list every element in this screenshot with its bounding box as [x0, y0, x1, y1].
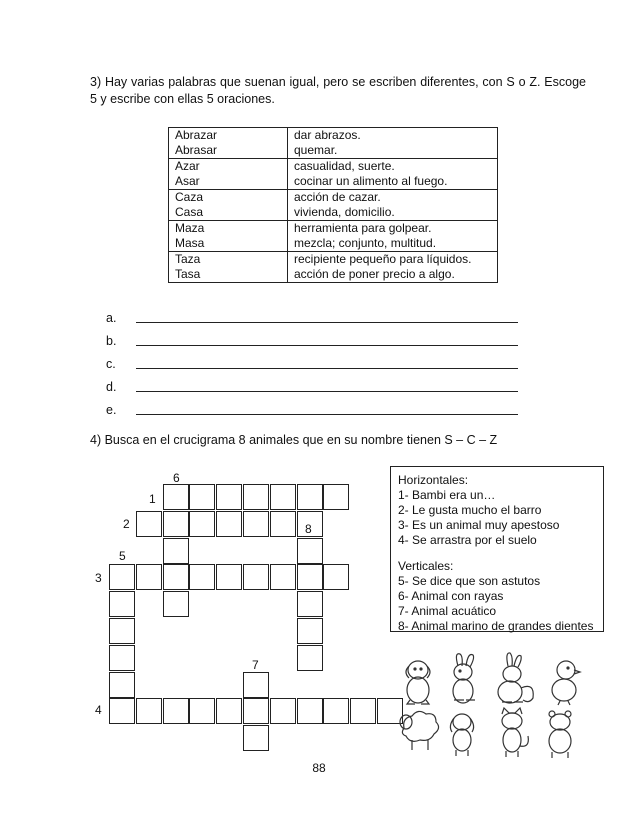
crossword-cell[interactable] — [243, 564, 269, 590]
crossword-cell[interactable] — [216, 511, 242, 537]
section-3-instruction: 3) Hay varias palabras que suenan igual, pero se escriben diferentes, con S o Z. Escoge 5 y escribe con ellas 5 oraciones. — [90, 75, 586, 106]
crossword-cell[interactable] — [270, 698, 296, 724]
crossword-cell[interactable] — [297, 618, 323, 644]
crossword-cell[interactable] — [297, 538, 323, 564]
crossword-cell[interactable] — [243, 484, 269, 510]
crossword-cell[interactable] — [297, 698, 323, 724]
word: Taza — [175, 252, 201, 266]
clues-box — [390, 466, 604, 632]
chick-illustration — [552, 661, 580, 705]
crossword-cell[interactable] — [163, 538, 189, 564]
clue-number-4: 4 — [95, 703, 102, 717]
homophone-definitions — [288, 221, 498, 252]
word: Caza — [175, 190, 204, 204]
answer-line-c — [106, 357, 526, 373]
clue-h-1: 1- Bambi era un… — [398, 488, 496, 502]
homophone-definitions — [288, 159, 498, 190]
word: Maza — [175, 221, 205, 235]
answer-line-a — [106, 311, 526, 327]
clue-h-3: 3- Es un animal muy apestoso — [398, 518, 560, 532]
definition: cocinar un alimento al fuego. — [294, 174, 448, 188]
crossword-cell[interactable] — [109, 618, 135, 644]
answer-line-d — [106, 380, 526, 396]
answer-line-rule[interactable] — [136, 368, 518, 369]
answer-line-label: d. — [106, 380, 117, 394]
homophone-words — [169, 128, 288, 159]
homophone-definitions — [288, 128, 498, 159]
crossword-cell[interactable] — [297, 645, 323, 671]
homophone-words — [169, 252, 288, 283]
crossword-cell[interactable] — [270, 511, 296, 537]
crossword-cell[interactable] — [163, 484, 189, 510]
crossword-cell[interactable] — [136, 698, 162, 724]
clue-v-7: 7- Animal acuático — [398, 604, 497, 618]
bear-illustration — [549, 711, 571, 758]
crossword-cell[interactable] — [243, 511, 269, 537]
crossword-cell[interactable] — [216, 698, 242, 724]
homophone-row — [169, 190, 498, 221]
definition: mezcla; conjunto, multitud. — [294, 236, 437, 250]
answer-line-label: a. — [106, 311, 117, 325]
crossword-cell[interactable] — [136, 564, 162, 590]
answer-line-rule[interactable] — [136, 345, 518, 346]
word: Abrasar — [175, 143, 218, 157]
homophone-row — [169, 159, 498, 190]
definition: recipiente pequeño para líquidos. — [294, 252, 472, 266]
section-4-instruction: 4) Busca en el crucigrama 8 animales que en su nombre tienen S – C – Z — [90, 433, 498, 447]
crossword-cell[interactable] — [350, 698, 376, 724]
clue-v-6: 6- Animal con rayas — [398, 589, 504, 603]
homophone-words — [169, 190, 288, 221]
crossword-cell[interactable] — [243, 725, 269, 751]
clue-number-7: 7 — [252, 658, 259, 672]
puppy-illustration — [450, 714, 473, 756]
dog-illustration — [406, 661, 430, 704]
definition: vivienda, domicilio. — [294, 205, 395, 219]
crossword-cell[interactable] — [109, 672, 135, 698]
crossword-cell[interactable] — [136, 511, 162, 537]
clue-v-5: 5- Se dice que son astutos — [398, 574, 541, 588]
crossword-cell[interactable] — [297, 591, 323, 617]
crossword-cell[interactable] — [270, 564, 296, 590]
answer-line-label: c. — [106, 357, 116, 371]
clue-number-6: 6 — [173, 471, 180, 485]
crossword-cell[interactable] — [189, 484, 215, 510]
clue-v-8: 8- Animal marino de grandes dientes — [398, 619, 594, 633]
crossword-cell[interactable] — [163, 591, 189, 617]
clue-number-2: 2 — [123, 517, 130, 531]
answer-line-rule[interactable] — [136, 322, 518, 323]
word: Abrazar — [175, 128, 218, 142]
word: Tasa — [175, 267, 201, 281]
clue-h-2: 2- Le gusta mucho el barro — [398, 503, 542, 517]
clue-number-5: 5 — [119, 549, 126, 563]
crossword-cell[interactable] — [243, 672, 269, 698]
definition: quemar. — [294, 143, 338, 157]
crossword-cell[interactable] — [109, 645, 135, 671]
crossword-cell[interactable] — [323, 564, 349, 590]
word: Azar — [175, 159, 200, 173]
answer-line-label: b. — [106, 334, 117, 348]
clue-number-8: 8 — [305, 522, 312, 536]
answer-line-label: e. — [106, 403, 117, 417]
crossword-cell[interactable] — [189, 564, 215, 590]
crossword-cell[interactable] — [189, 698, 215, 724]
answer-line-b — [106, 334, 526, 350]
homophone-definitions — [288, 252, 498, 283]
crossword-cell[interactable] — [109, 698, 135, 724]
homophone-words — [169, 159, 288, 190]
answer-line-rule[interactable] — [136, 414, 518, 415]
crossword-cell[interactable] — [189, 511, 215, 537]
crossword-cell[interactable] — [297, 484, 323, 510]
homophone-row — [169, 221, 498, 252]
crossword-cell[interactable] — [216, 564, 242, 590]
clue-number-1: 1 — [149, 492, 156, 506]
animal-illustrations — [398, 652, 588, 758]
crossword-cell[interactable] — [216, 484, 242, 510]
definition: acción de cazar. — [294, 190, 381, 204]
definition: casualidad, suerte. — [294, 159, 395, 173]
sheep-illustration — [400, 711, 439, 750]
definition: herramienta para golpear. — [294, 221, 432, 235]
crossword-cell[interactable] — [297, 564, 323, 590]
word: Masa — [175, 236, 205, 250]
page-number: 88 — [312, 761, 326, 775]
crossword-cell[interactable] — [163, 511, 189, 537]
clue-h-4: 4- Se arrastra por el suelo — [398, 533, 537, 547]
crossword-cell[interactable] — [243, 698, 269, 724]
cat-illustration — [502, 708, 528, 757]
bunny-illustration — [453, 654, 475, 703]
vertical-clues-title: Verticales: — [398, 559, 454, 573]
clue-number-3: 3 — [95, 571, 102, 585]
crossword-cell[interactable] — [163, 564, 189, 590]
crossword-cell[interactable] — [163, 698, 189, 724]
crossword-cell[interactable] — [109, 591, 135, 617]
word: Casa — [175, 205, 204, 219]
answer-line-rule[interactable] — [136, 391, 518, 392]
definition: dar abrazos. — [294, 128, 361, 142]
homophones-table — [168, 127, 498, 283]
crossword-cell[interactable] — [270, 484, 296, 510]
answer-line-e — [106, 403, 526, 419]
homophone-words — [169, 221, 288, 252]
definition: acción de poner precio a algo. — [294, 267, 455, 281]
homophone-definitions — [288, 190, 498, 221]
crossword-cell[interactable] — [109, 564, 135, 590]
homophone-row — [169, 252, 498, 283]
crossword-cell[interactable] — [323, 484, 349, 510]
horizontal-clues-title: Horizontales: — [398, 473, 469, 487]
word: Asar — [175, 174, 200, 188]
homophone-row — [169, 128, 498, 159]
crossword-cell[interactable] — [323, 698, 349, 724]
rabbit-illustration — [498, 653, 533, 703]
